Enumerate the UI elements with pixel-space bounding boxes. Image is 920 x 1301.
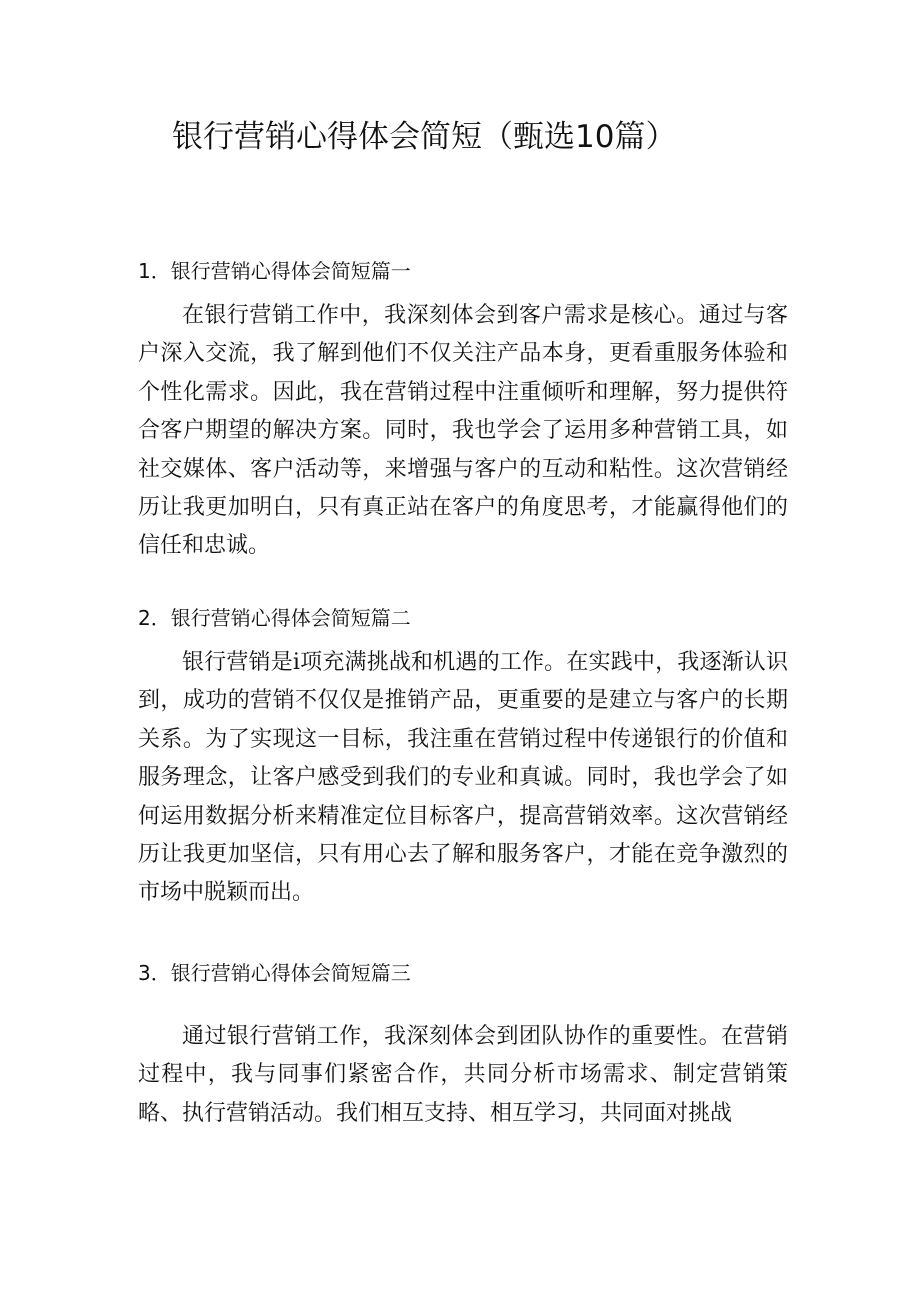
- section-heading-1: 1．银行营销心得体会简短篇一: [138, 259, 411, 283]
- section-paragraph-2: 银行营销是i项充满挑战和机遇的工作。在实践中，我逐渐认识到，成功的营销不仅仅是推销产品，更重要的是建立与客户的长期关系。为了实现这一目标，我注重在营销过程中传递银行的价值和服务理念，让客户感受到我们的专业和真诚。同时，我也学会了如何运用数据分析来精准定位目标客户，提高营销效率。这次营销经历让我更加坚信，只有用心去了解和服务客户，才能在竞争激烈的市场中脱颖而出。: [138, 650, 788, 906]
- document-title: 银行营销心得体会简短（甄选10篇）: [172, 119, 677, 155]
- section-heading-2: 2．银行营销心得体会简短篇二: [138, 606, 411, 630]
- section-paragraph-1: 在银行营销工作中，我深刻体会到客户需求是核心。通过与客户深入交流，我了解到他们不仅关注产品本身，更看重服务体验和个性化需求。因此，我在营销过程中注重倾听和理解，努力提供符合客户期望的解决方案。同时，我也学会了运用多种营销工具，如社交媒体、客户活动等，来增强与客户的互动和粘性。这次营销经历让我更加明白，只有真正站在客户的角度思考，才能赢得他们的信任和忠诚。: [138, 303, 788, 559]
- section-paragraph-3: 通过银行营销工作，我深刻体会到团队协作的重要性。在营销过程中，我与同事们紧密合作，共同分析市场需求、制定营销策略、执行营销活动。我们相互支持、相互学习，共同面对挑战: [138, 1024, 788, 1126]
- section-heading-3: 3．银行营销心得体会简短篇三: [138, 961, 411, 985]
